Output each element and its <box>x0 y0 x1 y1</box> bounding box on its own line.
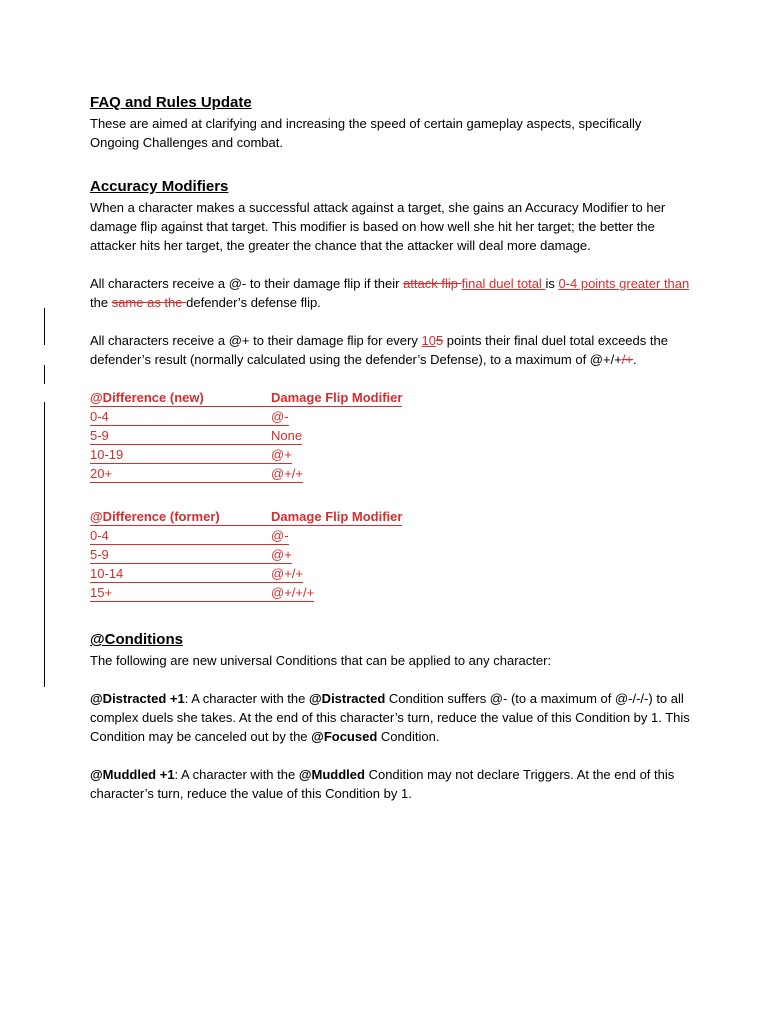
accuracy-intro: When a character makes a successful attack against a target, she gains an Accuracy Modifier to her damage flip against that target. This modifier is based on how well she hit her target; the better the attacker hits her target, the greater the chance that the attacker will deal more damage. <box>90 200 666 253</box>
table-header-cell: Damage Flip Modifier <box>271 390 403 405</box>
deleted-text: same as the <box>111 295 187 310</box>
accuracy-title: Accuracy Modifiers <box>90 178 229 195</box>
table-cell: 5-9 <box>90 545 271 564</box>
table-row <box>90 564 690 583</box>
conditions-title: @Conditions <box>90 631 183 648</box>
inserted-text: 0-4 points greater than <box>558 276 690 291</box>
table-row <box>90 583 690 602</box>
table-row <box>90 526 690 545</box>
table-row <box>90 545 690 564</box>
condition-muddled: @Muddled +1: A character with the @Muddled Condition may not declare Triggers. At the end of this character’s turn, reduce the value of this Condition by 1. <box>90 767 675 801</box>
conditions-intro: The following are new universal Conditions that can be applied to any character: <box>90 653 552 668</box>
table-cell: @+ <box>271 447 292 462</box>
table-cell: 0-4 <box>90 407 271 426</box>
table-cell: 20+ <box>90 464 271 483</box>
condition-distracted: @Distracted +1: A character with the @Distracted Condition suffers @- (to a maximum of @-/-/-) to all complex duels she takes. At the end of this character’s turn, reduce the value of this Condition by 1. This Condition may be canceled out by the @Focused Condition. <box>90 691 690 744</box>
accuracy-rule-minus: All characters receive a @- to their damage flip if their attack flip final duel total is 0-4 points greater than the same as the defender’s defense flip. <box>90 276 690 310</box>
table-header-cell: Damage Flip Modifier <box>271 509 403 524</box>
change-bar <box>44 365 45 384</box>
table-cell: 10-19 <box>90 445 271 464</box>
table-cell: @+/+ <box>271 466 303 481</box>
table-cell: @+ <box>271 547 292 562</box>
table-cell: @+/+/+ <box>271 585 315 600</box>
deleted-text: /+ <box>621 352 634 367</box>
table-header-row <box>90 507 690 526</box>
difference-table-new <box>90 388 690 483</box>
faq-title: FAQ and Rules Update <box>90 94 252 111</box>
table-cell: None <box>271 428 303 443</box>
table-cell: 15+ <box>90 583 271 602</box>
table-cell: 0-4 <box>90 526 271 545</box>
table-row <box>90 464 690 483</box>
difference-table-former <box>90 507 690 602</box>
condition-name: @Distracted +1 <box>90 691 185 706</box>
condition-reference: @Distracted <box>309 691 386 706</box>
table-cell: @+/+ <box>271 566 303 581</box>
faq-intro: These are aimed at clarifying and increasing the speed of certain gameplay aspects, specifically Ongoing Challenges and combat. <box>90 116 642 150</box>
table-cell: 10-14 <box>90 564 271 583</box>
table-header-cell: @Difference (new) <box>90 388 271 407</box>
condition-reference: @Muddled <box>298 767 365 782</box>
document-page <box>90 92 690 803</box>
inserted-text: final duel total <box>461 276 546 291</box>
table-row <box>90 445 690 464</box>
table-cell: @- <box>271 409 289 424</box>
deleted-text: 5 <box>435 333 444 348</box>
table-header-cell: @Difference (former) <box>90 507 271 526</box>
deleted-text: attack flip <box>403 276 462 291</box>
table-row <box>90 407 690 426</box>
table-row <box>90 426 690 445</box>
table-cell: 5-9 <box>90 426 271 445</box>
table-header-row <box>90 388 690 407</box>
table-cell: @- <box>271 528 289 543</box>
change-bar <box>44 308 45 345</box>
accuracy-rule-plus: All characters receive a @+ to their damage flip for every 105 points their final duel total exceeds the defender’s result (normally calculated using the defender’s Defense), to a maximum of @+/+/+. <box>90 333 668 367</box>
condition-reference: @Focused <box>311 729 378 744</box>
condition-name: @Muddled +1 <box>90 767 175 782</box>
inserted-text: 10 <box>421 333 436 348</box>
change-bar <box>44 402 45 687</box>
